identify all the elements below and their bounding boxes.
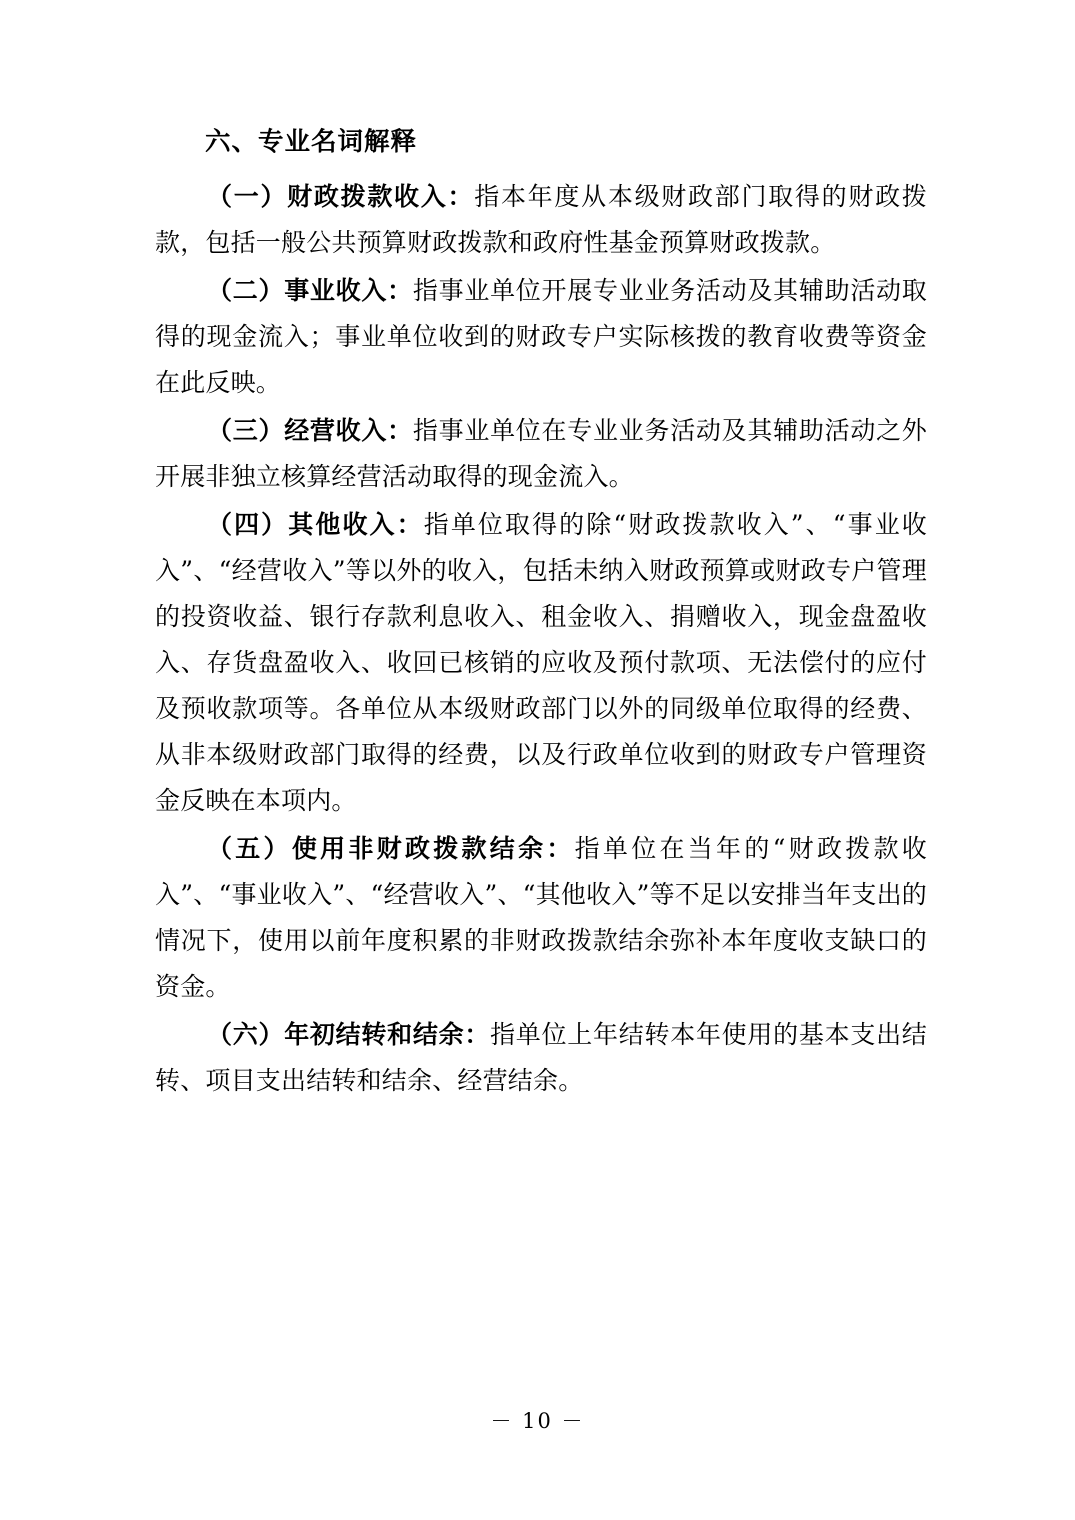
paragraph-4-text: 指单位取得的除“财政拨款收入”、“事业收入”、“经营收入”等以外的收入，包括未纳入财政预算或财政专户管理的投资收益、银行存款利息收入、租金收入、捐赠收入，现金盘盈收入、存货盘盈收入、收回已核销的应收及预付款项、无法偿付的应付及预收款项等。各单位从本级财政部门以外的同级单位取得的经费、从非本级财政部门取得的经费，以及行政单位收到的财政专户管理资金反映在本项内。: [155, 509, 927, 815]
paragraph-2: [155, 268, 927, 406]
document-body: [155, 127, 928, 1104]
paragraph-3-text: 指事业单位在专业业务活动及其辅助活动之外开展非独立核算经营活动取得的现金流入。: [155, 415, 927, 491]
page-number: － 10 －: [490, 1409, 585, 1433]
paragraph-1: [155, 174, 927, 266]
paragraph-1-text: 指本年度从本级财政部门取得的财政拨款，包括一般公共预算财政拨款和政府性基金预算财政拨款。: [155, 181, 927, 257]
paragraph-5: [155, 826, 927, 1010]
section-heading: 六、专业名词解释: [205, 127, 418, 157]
paragraph-3: [155, 408, 927, 500]
paragraph-3-lead: （三）经营收入：: [207, 415, 413, 445]
paragraph-2-text: 指事业单位开展专业业务活动及其辅助活动取得的现金流入；事业单位收到的财政专户实际核拨的教育收费等资金在此反映。: [155, 275, 927, 397]
paragraph-4-lead: （四）其他收入：: [207, 509, 424, 539]
paragraph-6: [155, 1012, 927, 1104]
paragraph-5-text: 指单位在当年的“财政拨款收入”、“事业收入”、“经营收入”、“其他收入”等不足以安排当年支出的情况下，使用以前年度积累的非财政拨款结余弥补本年度收支缺口的资金。: [155, 833, 927, 1001]
paragraph-6-text: 指单位上年结转本年使用的基本支出结转、项目支出结转和结余、经营结余。: [155, 1019, 928, 1095]
paragraph-6-lead: （六）年初结转和结余：: [207, 1019, 491, 1049]
paragraph-5-lead: （五）使用非财政拨款结余：: [207, 833, 575, 863]
paragraph-1-lead: （一）财政拨款收入：: [207, 181, 475, 211]
paragraph-2-lead: （二）事业收入：: [207, 275, 413, 305]
paragraph-4: [155, 502, 927, 824]
